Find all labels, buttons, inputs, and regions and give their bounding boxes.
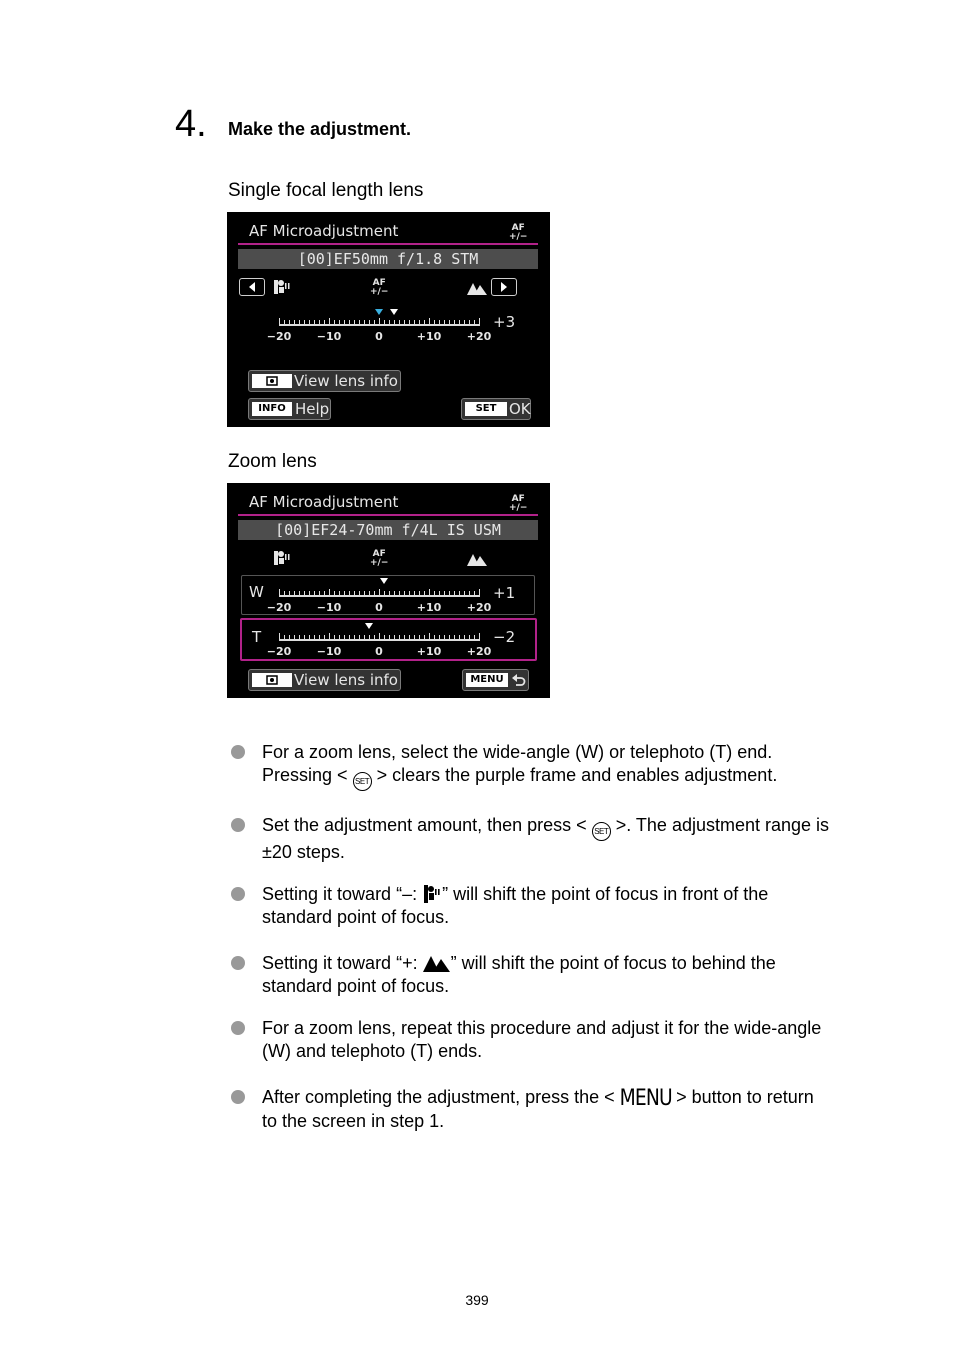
adjustment-value: +3	[493, 313, 516, 331]
scale-tick-label: −10	[316, 330, 342, 343]
scale-tick	[474, 320, 475, 325]
scale-tick	[449, 320, 450, 325]
scale-tick	[349, 591, 350, 596]
telephoto-adjustment-value: −2	[493, 628, 516, 646]
scale-tick	[344, 635, 345, 640]
scale-tick	[304, 591, 305, 596]
scale-tick	[354, 320, 355, 325]
near-focus-icon	[422, 884, 442, 904]
scale-tick	[384, 591, 385, 596]
scale-tick	[364, 591, 365, 596]
wide-adjustment-scale	[279, 587, 479, 599]
ok-label: OK	[509, 400, 531, 418]
menu-key: MENU	[466, 673, 508, 687]
scale-tick	[469, 591, 470, 596]
scale-tick	[379, 589, 380, 597]
scale-tick-label: −20	[266, 330, 292, 343]
scale-tick	[429, 318, 430, 326]
bullet-4-line-2: standard point of focus.	[262, 976, 450, 996]
scale-tick	[284, 591, 285, 596]
caption-single-lens: Single focal length lens	[228, 180, 424, 201]
info-key: INFO	[252, 402, 292, 416]
scale-tick	[284, 320, 285, 325]
scale-tick	[399, 635, 400, 640]
scale-tick	[389, 320, 390, 325]
scale-tick-label: +20	[466, 645, 492, 658]
adjustment-scale	[279, 316, 479, 328]
help-label: Help	[295, 400, 330, 418]
scale-tick-label: +10	[416, 645, 442, 658]
scale-tick	[414, 635, 415, 640]
scale-tick	[279, 589, 280, 597]
menu-button-icon: MENU	[619, 1086, 672, 1111]
scale-tick	[434, 635, 435, 640]
bullet-4-text-b: ” will shift the point of focus to behind the	[450, 953, 776, 973]
title-underline	[238, 514, 538, 516]
scale-tick	[479, 318, 480, 326]
bullet-3-line-1	[262, 883, 877, 906]
scale-tick	[374, 320, 375, 325]
scale-tick	[444, 591, 445, 596]
set-button-icon: SET	[353, 772, 372, 791]
af-adjust-icon	[509, 495, 527, 513]
far-focus-mountain-icon	[467, 552, 487, 566]
scale-tick	[344, 320, 345, 325]
scale-tick	[404, 635, 405, 640]
near-focus-icon	[271, 278, 291, 298]
scale-tick	[364, 635, 365, 640]
scale-tick	[469, 635, 470, 640]
wide-adjustment-marker[interactable]	[380, 578, 388, 584]
telephoto-adjustment-scale	[279, 631, 479, 643]
scale-tick	[439, 635, 440, 640]
scale-tick	[469, 320, 470, 325]
af-badge-top: AF	[511, 223, 525, 233]
scale-tick-label: −10	[316, 645, 342, 658]
set-key: SET	[465, 402, 507, 416]
bullet-5-line-2: (W) and telephoto (T) ends.	[262, 1041, 483, 1061]
bullet-3-text-b: ” will shift the point of focus in front of the	[442, 884, 769, 904]
scale-tick	[429, 633, 430, 641]
scale-tick	[399, 320, 400, 325]
far-focus-mountain-icon	[467, 281, 487, 295]
bullet-2-line-1	[262, 814, 877, 841]
scale-tick	[334, 320, 335, 325]
af-adjust-icon-center	[370, 550, 388, 568]
bullet-text-2	[262, 814, 877, 864]
bullet-marker	[231, 1021, 245, 1035]
ok-button[interactable]	[461, 398, 531, 420]
scale-tick	[349, 320, 350, 325]
scale-tick	[309, 591, 310, 596]
scale-tick	[324, 591, 325, 596]
telephoto-adjustment-marker[interactable]	[365, 623, 373, 629]
bullet-marker	[231, 818, 245, 832]
scale-tick-label: 0	[375, 601, 383, 614]
scale-tick	[464, 320, 465, 325]
lens-name-bar: [00]EF50mm f/1.8 STM	[238, 249, 538, 269]
scale-tick	[299, 591, 300, 596]
scale-tick	[329, 589, 330, 597]
scale-tick	[404, 320, 405, 325]
magnify-icon	[252, 374, 292, 388]
left-arrow-icon	[248, 282, 256, 292]
help-button[interactable]	[248, 398, 331, 420]
scale-tick	[279, 318, 280, 326]
scale-tick	[359, 635, 360, 640]
right-arrow-icon	[500, 282, 508, 292]
scale-tick	[314, 635, 315, 640]
bullet-3-line-2: standard point of focus.	[262, 907, 450, 927]
right-arrow-button[interactable]	[491, 278, 517, 296]
scale-tick	[454, 591, 455, 596]
scale-tick	[459, 320, 460, 325]
bullet-1-text-b: > clears the purple frame and enables adjustment.	[376, 765, 778, 785]
scale-tick	[404, 591, 405, 596]
scale-tick	[324, 635, 325, 640]
scale-tick	[319, 320, 320, 325]
scale-tick	[459, 591, 460, 596]
near-focus-icon	[271, 549, 291, 569]
scale-tick	[434, 320, 435, 325]
scale-tick	[399, 591, 400, 596]
scale-tick-label: +20	[466, 330, 492, 343]
view-lens-info-label: View lens info	[294, 372, 398, 390]
scale-tick-label: 0	[375, 645, 383, 658]
scale-tick	[294, 635, 295, 640]
scale-tick-label: −10	[316, 601, 342, 614]
scale-tick	[414, 320, 415, 325]
af-badge-top: AF	[372, 278, 386, 288]
scale-tick	[379, 633, 380, 641]
scale-tick	[409, 635, 410, 640]
af-badge-bottom: +/−	[370, 558, 389, 568]
bullet-1-line-1: For a zoom lens, select the wide-angle (W) or telephoto (T) end.	[262, 742, 773, 762]
scale-tick	[394, 635, 395, 640]
af-badge-bottom: +/−	[370, 287, 389, 297]
scale-tick	[439, 591, 440, 596]
scale-tick-label: 0	[375, 330, 383, 343]
af-badge-top: AF	[372, 549, 386, 559]
scale-tick	[424, 591, 425, 596]
scale-tick	[339, 635, 340, 640]
scale-tick	[304, 320, 305, 325]
scale-tick	[474, 635, 475, 640]
scale-tick	[384, 635, 385, 640]
scale-tick	[374, 591, 375, 596]
bullet-6-line-1	[262, 1086, 877, 1110]
scale-tick	[454, 320, 455, 325]
view-lens-info-button[interactable]	[248, 669, 401, 691]
scale-tick	[294, 320, 295, 325]
scale-tick	[299, 635, 300, 640]
scale-tick	[359, 591, 360, 596]
scale-tick	[354, 635, 355, 640]
bullet-1-text-a: Pressing <	[262, 765, 348, 785]
scale-tick	[419, 591, 420, 596]
scale-tick	[374, 635, 375, 640]
scale-tick	[429, 589, 430, 597]
scale-tick	[424, 320, 425, 325]
scale-tick	[334, 635, 335, 640]
scale-tick	[449, 591, 450, 596]
bullet-2-line-2: ±20 steps.	[262, 842, 345, 862]
scale-tick	[339, 591, 340, 596]
step-number: 4.	[175, 103, 207, 145]
bullet-2-text-a: Set the adjustment amount, then press <	[262, 815, 587, 835]
scale-tick	[329, 633, 330, 641]
return-arrow-icon	[511, 673, 527, 687]
screen-zoom-lens	[227, 483, 550, 698]
telephoto-end-label: T	[252, 628, 262, 646]
af-adjust-icon	[509, 224, 527, 242]
bullet-6-text-a: After completing the adjustment, press the <	[262, 1087, 615, 1107]
bullet-2-text-b: >. The adjustment range is	[615, 815, 830, 835]
screen-title: AF Microadjustment	[249, 493, 399, 511]
scale-tick	[319, 591, 320, 596]
scale-tick-label: +10	[416, 601, 442, 614]
bullet-marker	[231, 1090, 245, 1104]
bullet-marker	[231, 887, 245, 901]
scale-tick	[389, 635, 390, 640]
scale-tick	[439, 320, 440, 325]
scale-tick	[289, 591, 290, 596]
scale-tick	[434, 591, 435, 596]
scale-tick	[444, 635, 445, 640]
scale-tick	[354, 591, 355, 596]
scale-tick	[389, 591, 390, 596]
scale-tick	[369, 320, 370, 325]
scale-tick	[394, 320, 395, 325]
scale-tick-label: −20	[266, 601, 292, 614]
scale-tick	[289, 320, 290, 325]
bullet-text-4	[262, 952, 877, 998]
scale-tick	[409, 320, 410, 325]
scale-tick	[479, 633, 480, 641]
scale-tick	[284, 635, 285, 640]
wide-adjustment-value: +1	[493, 584, 516, 602]
scale-tick	[369, 635, 370, 640]
bullet-6-text-b: > button to return	[676, 1087, 814, 1107]
scale-tick	[294, 591, 295, 596]
af-badge-bottom: +/−	[509, 503, 528, 513]
scale-tick	[394, 591, 395, 596]
scale-tick	[279, 633, 280, 641]
scale-tick	[454, 635, 455, 640]
bullet-marker	[231, 956, 245, 970]
scale-tick	[344, 591, 345, 596]
scale-tick	[319, 635, 320, 640]
bullet-text-6	[262, 1086, 877, 1133]
view-lens-info-button[interactable]	[248, 370, 401, 392]
scale-tick	[334, 591, 335, 596]
scale-tick-label: +10	[416, 330, 442, 343]
screen-title: AF Microadjustment	[249, 222, 399, 240]
scale-tick	[349, 635, 350, 640]
bullet-text-5	[262, 1017, 877, 1063]
scale-tick	[464, 635, 465, 640]
scale-tick	[329, 318, 330, 326]
bullet-text-3	[262, 883, 877, 929]
bullet-6-line-2: to the screen in step 1.	[262, 1111, 445, 1131]
adjustment-marker[interactable]	[390, 309, 398, 315]
scale-tick	[424, 635, 425, 640]
af-badge-top: AF	[511, 494, 525, 504]
left-arrow-button[interactable]	[239, 278, 265, 296]
scale-tick	[419, 320, 420, 325]
scale-tick	[459, 635, 460, 640]
scale-tick	[414, 591, 415, 596]
scale-tick	[474, 591, 475, 596]
scale-tick	[364, 320, 365, 325]
scale-tick	[409, 591, 410, 596]
scale-tick	[309, 635, 310, 640]
view-lens-info-label: View lens info	[294, 671, 398, 689]
menu-back-button[interactable]	[462, 669, 529, 691]
far-focus-mountain-icon	[423, 954, 451, 972]
scale-tick	[304, 635, 305, 640]
scale-tick-label: +20	[466, 601, 492, 614]
scale-tick	[384, 320, 385, 325]
page-number: 399	[465, 1292, 489, 1308]
scale-tick	[309, 320, 310, 325]
bullet-4-line-1	[262, 952, 877, 975]
scale-tick	[369, 591, 370, 596]
caption-zoom-lens: Zoom lens	[228, 451, 317, 472]
lens-name-bar: [00]EF24-70mm f/4L IS USM	[238, 520, 538, 540]
bullet-5-line-1: For a zoom lens, repeat this procedure and adjust it for the wide-angle	[262, 1018, 822, 1038]
bullet-3-text-a: Setting it toward “–:	[262, 884, 418, 904]
magnify-key	[252, 374, 292, 388]
magnify-icon	[252, 673, 292, 687]
af-adjust-icon-center	[370, 279, 388, 297]
bullet-4-text-a: Setting it toward “+:	[262, 953, 418, 973]
scale-tick	[314, 320, 315, 325]
bullet-1-line-2	[262, 764, 877, 791]
scale-tick	[299, 320, 300, 325]
scale-tick	[314, 591, 315, 596]
scale-tick	[289, 635, 290, 640]
scale-tick	[479, 589, 480, 597]
magnify-key	[252, 673, 292, 687]
scale-tick	[379, 318, 380, 326]
step-title: Make the adjustment.	[228, 119, 412, 139]
scale-tick-label: −20	[266, 645, 292, 658]
scale-tick	[324, 320, 325, 325]
scale-tick	[464, 591, 465, 596]
af-badge-bottom: +/−	[509, 232, 528, 242]
default-point-marker	[375, 309, 383, 315]
scale-tick	[359, 320, 360, 325]
set-button-icon: SET	[592, 822, 611, 841]
scale-tick	[449, 635, 450, 640]
scale-tick	[444, 320, 445, 325]
scale-tick	[419, 635, 420, 640]
bullet-text-1	[262, 741, 877, 791]
scale-tick	[339, 320, 340, 325]
title-underline	[238, 243, 538, 245]
bullet-marker	[231, 745, 245, 759]
wide-end-label: W	[249, 583, 264, 601]
screen-single-lens	[227, 212, 550, 427]
